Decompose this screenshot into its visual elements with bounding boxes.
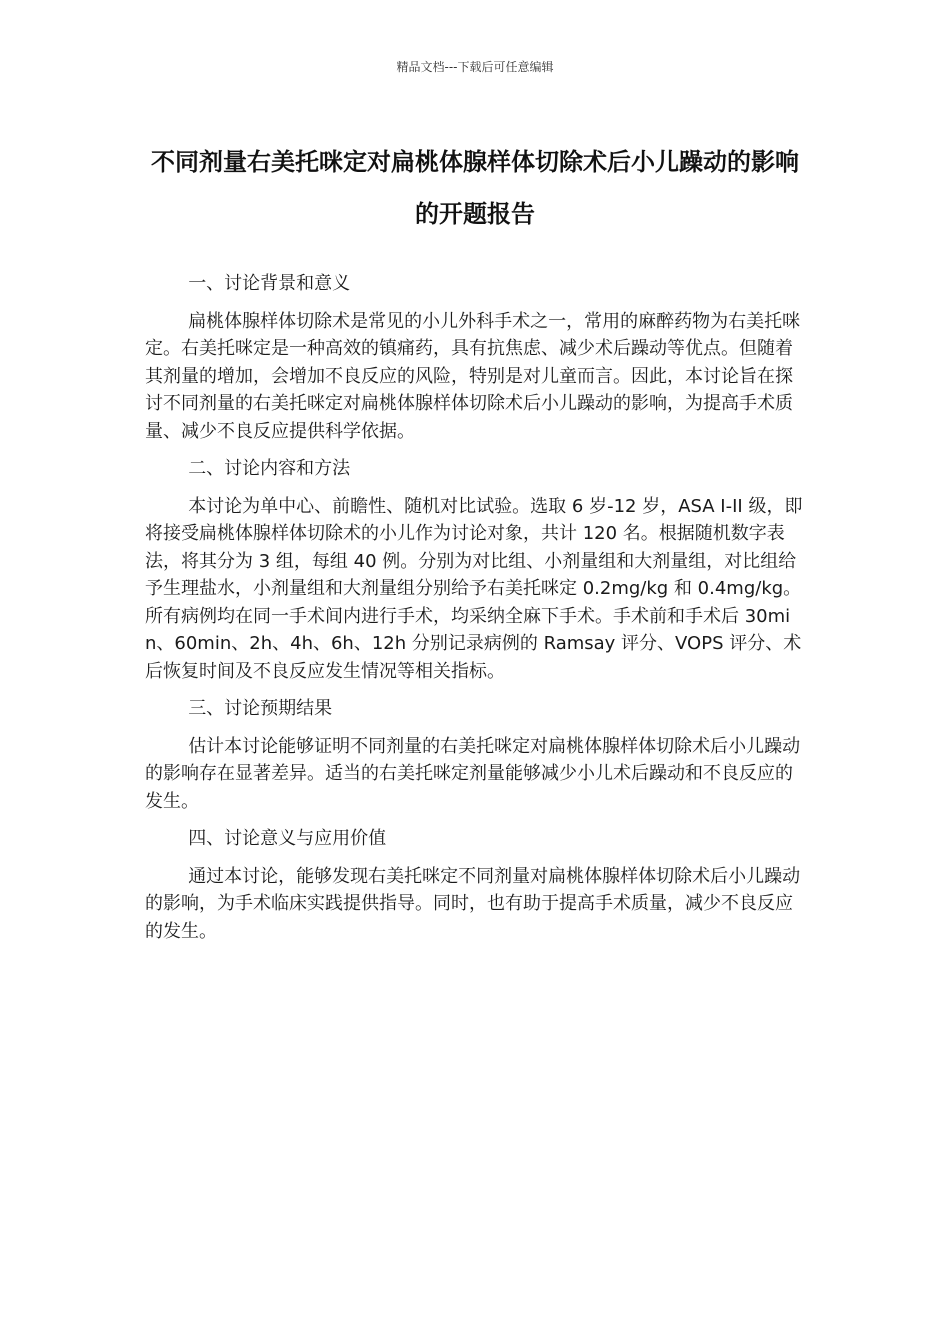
page-header-note: 精品文档---下载后可任意编辑 <box>396 60 554 74</box>
section-heading: 二、讨论内容和方法 <box>188 458 351 479</box>
section-paragraph: 估计本讨论能够证明不同剂量的右美托咪定对扁桃体腺样体切除术后小儿躁动的影响存在显著差异。适当的右美托咪定剂量能够减少小儿术后躁动和不良反应的发生。 <box>145 735 801 812</box>
section-paragraph: 扁桃体腺样体切除术是常见的小儿外科手术之一，常用的麻醉药物为右美托咪定。右美托咪定是一种高效的镇痛药，具有抗焦虑、减少术后躁动等优点。但随着其剂量的增加，会增加不良反应的风险，特别是对儿童而言。因此，本讨论旨在探讨不同剂量的右美托咪定对扁桃体腺样体切除术后小儿躁动的影响，为提高手术质量、减少不良反应提供科学依据。 <box>145 310 801 442</box>
section-paragraph: 通过本讨论，能够发现右美托咪定不同剂量对扁桃体腺样体切除术后小儿躁动的影响，为手术临床实践提供指导。同时，也有助于提高手术质量，减少不良反应的发生。 <box>145 865 801 942</box>
section-heading: 三、讨论预期结果 <box>188 698 333 719</box>
section-heading: 一、讨论背景和意义 <box>188 273 351 294</box>
document-body <box>145 270 805 955</box>
section-heading: 四、讨论意义与应用价值 <box>188 828 387 849</box>
document-title: 不同剂量右美托咪定对扁桃体腺样体切除术后小儿躁动的影响的开题报告 <box>151 148 799 228</box>
section-paragraph: 本讨论为单中心、前瞻性、随机对比试验。选取 6 岁-12 岁，ASA I-II 级，即将接受扁桃体腺样体切除术的小儿作为讨论对象，共计 120 名。根据随机数字表法，将其分为 3 组，每组 40 例。分别为对比组、小剂量组和大剂量组，对比组给予生理盐水，小剂量组和大剂量组分别给予右美托咪定 0.2mg/kg 和 0.4mg/kg。所有病例均在同一手术间内进行手术，均采纳全麻下手术。手术前和手术后 30min、60min、2h、4h、6h、12h 分别记录病例的 Ramsay 评分、VOPS 评分、术后恢复时间及不良反应发生情况等相关指标。 <box>145 495 803 682</box>
